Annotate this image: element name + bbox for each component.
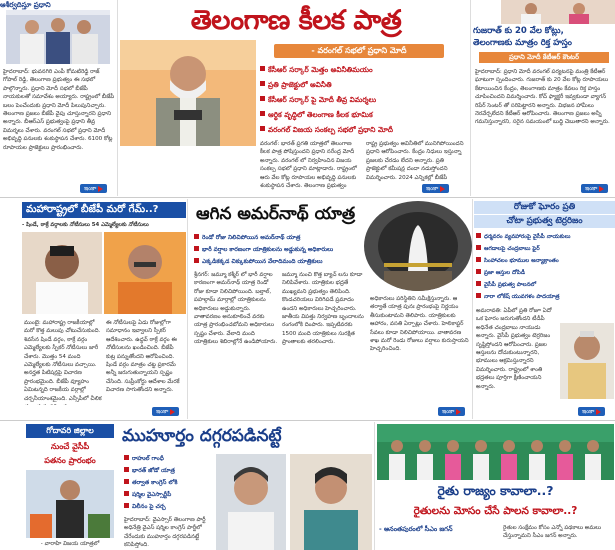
lead-bullet: ఆర్థిక వృద్ధిలో తెలంగాణ కీలక భూమిక xyxy=(260,109,373,120)
lead-bullet: కేసీఆర్ సర్కార్ మెత్తం అవినీతిమయం xyxy=(260,64,373,75)
ap-headline-b: చోటా ప్రభుత్వ టెర్రరిజం xyxy=(474,215,615,228)
top-left-kicker: ఆశీర్వదిస్తూ ప్రధాని xyxy=(0,1,51,9)
muhurtham-bullet: షర్మిల వైఎస్సార్టీపీ xyxy=(124,490,171,501)
lead-more-link[interactable]: ఇంకా xyxy=(422,184,449,193)
amarnath-photo-cave xyxy=(364,201,472,291)
muhurtham-bullet: భారత్ జోడో యాత్ర xyxy=(124,466,175,477)
godavari-story xyxy=(26,424,114,550)
muhurtham-photo-rahul xyxy=(216,454,286,550)
godavari-photo xyxy=(26,470,114,538)
amarnath-story xyxy=(187,199,473,419)
arrow-right-icon xyxy=(98,186,103,192)
lead-bullet: వరంగల్ విజయ సంకల్ప సభలో ప్రధాని మోదీ xyxy=(260,124,393,135)
ap-headline-a: రోజుకో ఘోరం ప్రతి xyxy=(474,201,615,214)
lead-headline: తెలంగాణ కీలక పాత్ర xyxy=(190,5,402,36)
rythu-headline-b: రైతులను మోసం చేసే పాలన కావాలా..? xyxy=(413,505,578,517)
ap-bullet: సింహాచలం భూముల అన్యాక్రాంతం xyxy=(476,256,559,267)
lead-body-right: రాష్ట్ర ప్రభుత్వం అవినీతిలో మునిగిపోయిందని ప్రధాని ఆరోపించారు. కేంద్రం నిధులు ఇస్తున్నా ప్రజలకు చేరడం లేదని అన్నారు. ప్రతి ప్రాజెక్టులో కమీషన్ల దందా నడుస్తోందని విమర్శించారు. 2024 ఎన్నికల్లో బీజేపీ xyxy=(366,141,464,181)
muhurtham-bullet: రాహుల్ గాంధీ xyxy=(124,454,164,465)
top-right-headline-b: తెలంగాణకు మాత్రం రిక్త హస్తం xyxy=(473,38,572,48)
amarnath-body-b: జమ్మూ నుంచి కొత్త బ్యాచ్ లను కూడా నిలిపివేశారు. యాత్రికుల భద్రతే ముఖ్యమని ప్రభుత్వం తెలిపింది. కొండచరియలు విరిగిపడే ప్రమాదం ఉందని అధికారులు హెచ్చరించారు. జాతీయ విపత్తు నిర్వహణ బృందాలను రంగంలోకి దింపారు. ఇప్పటివరకు 1500 మంది యాత్రికులు సురక్షిత ప్రాంతాలకు తరలించారు. xyxy=(282,272,364,346)
arrow-right-icon xyxy=(440,186,445,192)
maha-subhead: - షిండే, ఠాక్రే వర్గాలకు నోటీసులు 54 ఎమ్మెల్యేలకు నోటీసులు xyxy=(22,222,149,228)
rythu-body: రైతుల సంక్షేమం కోసం ఎన్నో పథకాలు అమలు చేస్తున్నామని సీఎం జగన్ అన్నారు. xyxy=(503,525,602,540)
godavari-headline-c: పతనం ప్రారంభం xyxy=(44,456,96,465)
top-left-more-link[interactable]: ఇంకా xyxy=(80,184,107,193)
maha-body: ముంబై: మహారాష్ట్ర రాజకీయాల్లో మరో కొత్త మలుపు చోటుచేసుకుంది. శివసేన షిండే వర్గం, ఠాక్రే వర్గం ఎమ్మెల్యేలకు స్పీకర్ నోటీసులు జారీ చేశారు. మొత్తం 54 మంది ఎమ్మెల్యేలకు నోటీసులు వచ్చాయి. అనర్హత పిటిషన్లపై విచారణ ప్రారంభమైంది. బీజేపీ వ్యూహం ఏమిటన్నది రాజకీయ వర్గాల్లో చర్చనీయాంశమైంది. ఎన్సీపీలో చీలిక xyxy=(24,320,102,402)
top-right-more-link[interactable]: ఇంకా xyxy=(581,184,608,193)
muhurtham-bullet: తర్వాత కాంగ్రెస్ లోకి xyxy=(124,478,178,489)
godavari-headline-b: నుంచే వైసీపీ xyxy=(50,442,90,451)
ap-bullet: ధర్మవరం వ్యవహారంపై వైసీపీ నాయకులు xyxy=(476,232,571,243)
muhurtham-body: హైదరాబాద్: వైఎస్సార్ తెలంగాణ పార్టీ అధినేత్రి వైఎస్ షర్మిల కాంగ్రెస్ పార్టీలో చేరేందుకు ముహూర్తం దగ్గరపడినట్టే కనిపిస్తోంది. xyxy=(124,517,206,548)
rythu-headline-a: రైతు రాజ్యం కావాలా..? xyxy=(437,483,554,498)
arrow-right-icon xyxy=(456,409,461,415)
top-right-source-banner: ప్రధాని మోదీ కేటీఆర్ కౌంటర్ xyxy=(479,52,609,63)
ap-bullet: ఆగడాలపై చంద్రబాబు ఫైర్ xyxy=(476,244,540,255)
ap-photo-chandrababu xyxy=(560,323,614,399)
godavari-headline-a: గోదావరి జిల్లాల xyxy=(26,424,114,438)
muhurtham-bullet: విలీనం పై చర్చ xyxy=(124,502,166,513)
godavari-caption: - వారాహి విజయ యాత్రలో xyxy=(40,541,100,547)
top-left-photo xyxy=(6,10,110,64)
maha-photo-shinde xyxy=(22,232,102,314)
ap-bullet: ప్రజా ఆస్తుల దోపిడీ xyxy=(476,268,525,279)
arrow-right-icon xyxy=(170,409,175,415)
arrow-right-icon xyxy=(599,186,604,192)
top-left-story xyxy=(0,0,118,196)
amarnath-headline: ఆగిన అమర్‌నాథ్ యాత్ర xyxy=(196,204,356,224)
maha-more-link[interactable]: ఇంకా xyxy=(152,407,179,416)
top-right-photo xyxy=(501,0,615,24)
amarnath-body-c: అధికారులు పరిస్థితిని సమీక్షిస్తున్నారు. ఆ తర్వాతే యాత్ర పునః ప్రారంభంపై నిర్ణయం తీసుకుంటామని తెలిపారు. యాత్రికులకు ఆహారం, వసతి ఏర్పాట్లు చేశారు. హెలికాప్టర్ సేవలు కూడా నిలిచిపోయాయి. వాతావరణ శాఖ మరో రెండు రోజులు వర్షాలు కురుస్తాయని హెచ్చరించింది. xyxy=(370,296,469,353)
lead-body-left: వరంగల్: భారత్ ప్రగతి యాత్రలో తెలంగాణ కీలక పాత్ర పోషిస్తుందని ప్రధాని నరేంద్ర మోదీ అన్నారు. వరంగల్ లో నిర్వహించిన విజయ సంకల్ప సభలో ప్రధాని మాట్లాడారు. రాష్ట్రంలో ఆరు వేల కోట్ల రూపాయల అభివృద్ధి పనులకు శంకుస్థాపన చేశారు. తెలంగాణ ప్రభుత్వం xyxy=(260,141,357,190)
maha-story xyxy=(0,199,186,419)
maha-photo-uddhav xyxy=(104,232,186,314)
top-right-body: హైదరాబాద్: ప్రధాని మోదీ వరంగల్ పర్యటనపై మంత్రి కేటీఆర్ ఘాటుగా స్పందించారు. గుజరాత్ కు 20 వేల కోట్ల రూపాయలు కేటాయించిన కేంద్రం, తెలంగాణకు మాత్రం కేవలం రిక్త హస్తం చూపించిందని విమర్శించారు. కోచ్ ఫ్యాక్టరీ ఇవ్వకుండా వ్యాగన్ రిపేర్ సెంటర్ తో సరిపెట్టారని అన్నారు. విభజన హామీలు నెరవేర్చలేదని కేటీఆర్ ఆరోపించారు. తెలంగాణ ప్రజలు అన్నీ గమనిస్తున్నారని, సరైన సమయంలో బుద్ధి చెబుతారని అన్నారు. xyxy=(475,69,610,126)
ap-body: అమరావతి: ఏపీలో ప్రతి రోజూ ఏదో ఒక ఘోరం జరుగుతోందని టీడీపీ అధినేత చంద్రబాబు నాయుడు అన్నారు. వైసీపీ ప్రభుత్వం టెర్రరిజం సృష్టిస్తోందని ఆరోపించారు. ప్రజల ఆస్తులను దోచుకుంటున్నారని, భూములు ఆక్రమిస్తున్నారని విమర్శించారు. రాష్ట్రంలో శాంతి భద్రతలు పూర్తిగా క్షీణించాయని అన్నారు. xyxy=(476,308,552,390)
maha-headline: మహారాష్ట్రలో బీజేపీ మరో గేమ్..? xyxy=(22,202,186,218)
rythu-caption: - అనంతపురంలో సీఎం జగన్ xyxy=(379,525,453,533)
top-right-headline-a: గుజరాత్ కు 20 వేల కోట్లు, xyxy=(473,26,564,36)
amarnath-bullet: భారీ వర్షాల కారణంగా యాత్రికులను అడ్డుకున్న అధికారులు xyxy=(194,245,333,256)
amarnath-more-link[interactable]: ఇంకా xyxy=(438,407,465,416)
rythu-story xyxy=(374,422,615,550)
ap-story xyxy=(474,199,615,419)
amarnath-bullet: ఎక్కడికక్కడ చిక్కుకుపోయిన వేలాదిమంది యాత్రికులు xyxy=(194,257,323,268)
ap-more-link[interactable]: ఇంకా xyxy=(578,407,605,416)
lead-story xyxy=(118,0,470,196)
lead-bullet: ప్రతి ప్రాజెక్టులో అవినీతి xyxy=(260,79,332,90)
row-divider xyxy=(0,420,615,421)
lead-subhead: - వరంగల్ సభలో ప్రధాని మోదీ xyxy=(274,44,444,58)
lead-photo-modi xyxy=(120,40,256,146)
lead-bullet: కేసీఆర్ సర్కార్ పై మోదీ తీవ్ర విమర్శలు xyxy=(260,94,376,105)
muhurtham-story xyxy=(120,422,372,550)
arrow-right-icon xyxy=(596,409,601,415)
rythu-photo-crowd xyxy=(377,424,614,480)
top-left-body: హైదరాబాద్: భువనగిరి ఎంపీ కోమటిరెడ్డి రాజ్ గోపాల్ రెడ్డి, తెలంగాణ ప్రభుత్వం ఈ సభలో పాల్గొన్నారు. ప్రధాని మోదీ సభలో బీజేపీ నాయకులతో సమావేశం అయ్యారు. రాష్ట్రంలో బీజేపీ బలం పెంచేందుకు ప్రధాని మోదీ పిలుపునిచ్చారు. తెలంగాణ ప్రజలు బీజేపీ వైపు చూస్తున్నారని ప్రధాని అన్నారు. బీఆర్ఎస్ ప్రభుత్వంపై ప్రధాని తీవ్ర విమర్శలు చేశారు. వరంగల్ సభలో ప్రధాని మోదీ అభివృద్ధి పనులకు శంకుస్థాపన చేశారు. 6100 కోట్ల రూపాయల ప్రాజెక్టులు ప్రారంభించారు. xyxy=(3,69,115,151)
amarnath-bullet: రెండో రోజు నిలిచిపోయిన అమర్‌నాథ్ యాత్ర xyxy=(194,233,300,244)
top-right-story xyxy=(470,0,615,196)
maha-body-2: ఈ నోటీసులపై ఏడు రోజుల్లోగా సమాధానం ఇవ్వాలని స్పీకర్ ఆదేశించారు. ఉద్ధవ్ ఠాక్రే వర్గం ఈ నోటీసులను ఖండించింది. బీజేపీ కుట్ర పన్నుతోందని ఆరోపించింది. షిండే వర్గం మాత్రం చట్ట ప్రకారమే అన్నీ జరుగుతున్నాయని స్పష్టం చేసింది. సుప్రీంకోర్టు ఆదేశాల మేరకే విచారణ సాగుతోందని అన్నారు. xyxy=(106,320,180,394)
ap-bullet: వైసీపీ ప్రభుత్వ పాలనలో xyxy=(476,280,536,291)
muhurtham-photo-sharmila xyxy=(290,454,372,550)
ap-bullet: నారా లోకేష్ యువగళం పాదయాత్ర xyxy=(476,292,559,303)
muhurtham-headline: ముహూర్తం దగ్గరపడినట్టే xyxy=(122,426,282,446)
amarnath-body-a: శ్రీనగర్: జమ్మూ కశ్మీర్ లో భారీ వర్షాల కారణంగా అమర్‌నాథ్ యాత్ర రెండో రోజు కూడా నిలిచిపోయింది. బల్తాల్, పహల్గామ్ మార్గాల్లో యాత్రికులను అధికారులు అడ్డుకున్నారు. వాతావరణం అనుకూలించే వరకు యాత్ర ప్రారంభించబోమని అధికారులు స్పష్టం చేశారు. వేలాది మంది యాత్రికులు శిబిరాల్లోనే ఉండిపోయారు. xyxy=(194,272,278,346)
row-divider xyxy=(0,197,615,198)
